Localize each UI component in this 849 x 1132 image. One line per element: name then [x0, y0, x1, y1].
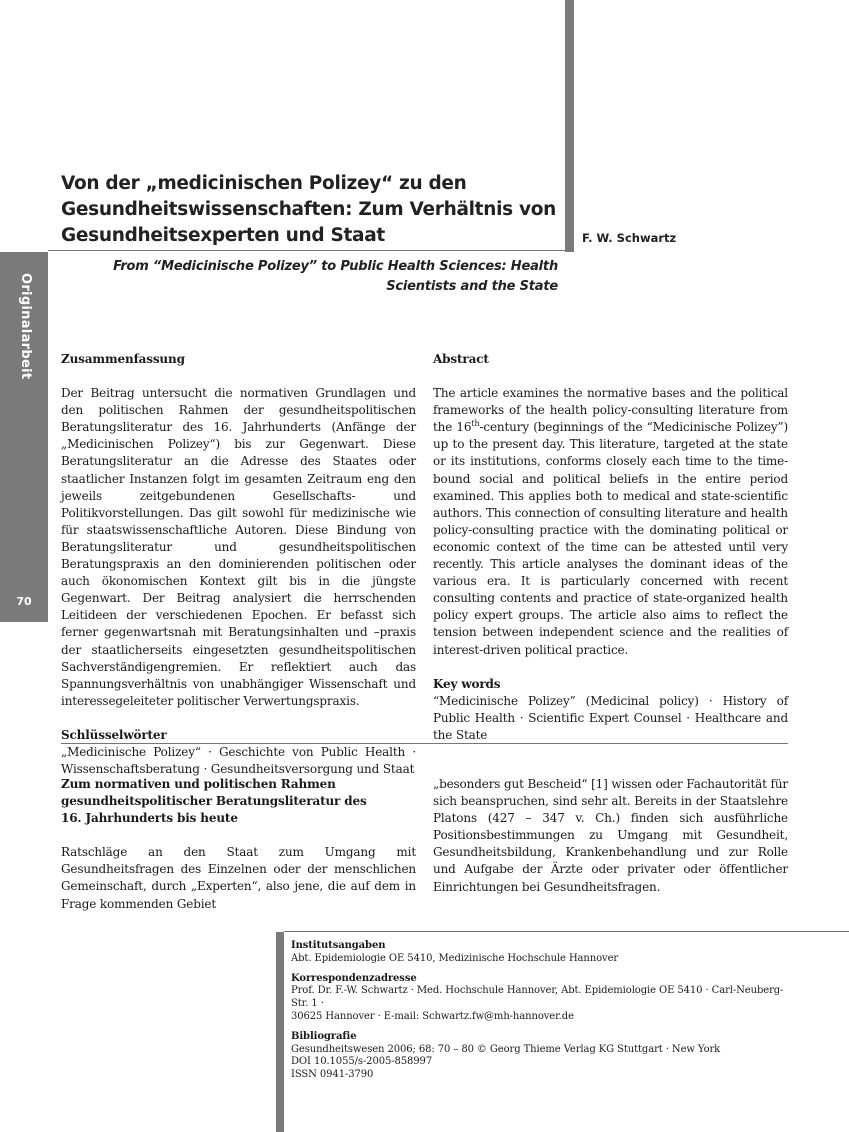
- zusammenfassung-column: [61, 351, 416, 778]
- section-heading-line: Zum normativen und politischen Rahmen: [61, 777, 336, 791]
- info-box-bar: [276, 932, 284, 1132]
- page-number: 70: [16, 595, 32, 608]
- schluesselwoerter-heading: Schlüsselwörter: [61, 727, 167, 742]
- section-divider: [61, 743, 788, 744]
- body-text-left: Ratschläge an den Staat zum Umgang mit Gesundheitsfragen des Einzelnen oder der menschlichen Gemeinschaft, durch „Experten“, also jene, die auf dem in Frage kommenden Gebiet: [61, 845, 416, 911]
- author: F. W. Schwartz: [582, 231, 677, 245]
- schluesselwoerter-text: „Medicinische Polizey“ · Geschichte von Public Health · Wissenschaftsberatung · Gesundheitsversorgung und Staat: [61, 744, 416, 777]
- body-text-right: „besonders gut Bescheid“ [1] wissen oder Fachautorität für sich beanspruchen, sind sehr alt. Bereits in der Staatslehre Platons (427 – 347 v. Ch.) finden sich ausführliche Positionsbestimmungen zu Umgang mit Gesundheit, Gesundheitsbildung, Krankenbehandlung und zur Rolle und Aufgabe der Ärzte oder privater oder öffentlicher Einrichtungen bei Gesundheitsfragen.: [433, 777, 788, 894]
- english-title: From “Medicinische Polizey” to Public Health Sciences: Health Scientists and the State: [113, 259, 558, 294]
- section-heading: [61, 776, 416, 827]
- abstract-heading: Abstract: [433, 352, 489, 366]
- zusammenfassung-text: Der Beitrag untersucht die normativen Grundlagen und den politischen Rahmen der gesundheitspolitischen Beratungsliteratur des 16. Jahrhunderts (Anfänge der „Medicinischen Polizey“) bis zur Gegenwart. Diese Beratungsliteratur an die Adresse des Staates oder staatlicher Instanzen folgt im gesamten Zeitraum eng den jeweils zeitgebundenen Gesellschafts- und Politikvorstellungen. Das gilt sowohl für medizinische wie für staatswissenschaftliche Autoren. Diese Bindung von Beratungsliteratur und gesundheitspolitischen Beratungspraxis an den dominierenden politischen oder auch ökonomischen Kontext gilt bis in die jüngste Gegenwart. Der Beitrag analysiert die herrschenden Leitideen der verschiedenen Epochen. Er befasst sich ferner gegenwartsnah mit Beratungsinhalten und –praxis der staatlicherseits eingesetzten gesundheitspolitischen Sachverständigengremien. Er reflektiert auch das Spannungsverhältnis von unabhängiger Wissenschaft und interessegeleiteter politischer Verwertungspraxis.: [61, 386, 416, 708]
- institut-heading: Institutsangaben: [291, 940, 386, 951]
- keywords-heading: Key words: [433, 676, 501, 691]
- korrespondenz-heading: Korrespondenzadresse: [291, 972, 417, 984]
- title-underline: [48, 250, 574, 251]
- abstract-superscript: th: [471, 419, 480, 429]
- abstract-column: [433, 351, 788, 744]
- info-box-rule: [284, 931, 849, 932]
- article-type-label: Originalarbeit: [18, 273, 33, 380]
- bibliografie-heading: Bibliografie: [291, 1030, 357, 1042]
- body-right-column: [433, 776, 788, 896]
- section-heading-line: 16. Jahrhunderts bis heute: [61, 811, 238, 826]
- body-left-column: [61, 776, 416, 913]
- article-info-box: [291, 940, 791, 1089]
- section-heading-line: gesundheitspolitischer Beratungsliteratur des: [61, 794, 367, 809]
- keywords-text: “Medicinische Polizey” (Medicinal policy) · History of Public Health · Scientific Expert Counsel · Healthcare and the State: [433, 693, 788, 742]
- issn: ISSN 0941-3790: [291, 1069, 374, 1081]
- article-title: Von der „medicinischen Polizey“ zu den Gesundheitswissenschaften: Zum Verhältnis von Gesundheitsexperten und Staat: [61, 173, 557, 246]
- abstract-text-part1: The article examines the normative bases and the political frameworks of the health policy-consulting literature from the 16: [433, 386, 788, 435]
- korrespondenz-line: Prof. Dr. F.-W. Schwartz · Med. Hochschule Hannover, Abt. Epidemiologie OE 5410 · Carl-Neuberg-Str. 1 ·: [291, 985, 784, 1010]
- doi: DOI 10.1055/s-2005-858997: [291, 1056, 433, 1068]
- abstract-text-part2: -century (beginnings of the “Medicinische Polizey”) up to the present day. This literature, targeted at the state or its institutions, conforms closely each time to the time-bound social and political beliefs in the entire period examined. This applies both to medical and state-scientific authors. This connection of consulting literature and health policy-consulting practice with the dominating political or economic context of the time can be attested until very recently. This article analyses the dominant ideas of the various era. It is particularly concerned with recent consulting contents and practice of state-organized health policy expert groups. The article also aims to reflect the tension between independent science and the realities of interest-driven political practice.: [433, 420, 788, 657]
- abstract-text: [433, 385, 788, 659]
- bibliografie-line: Gesundheitswesen 2006; 68: 70 – 80 © Georg Thieme Verlag KG Stuttgart · New York: [291, 1043, 721, 1055]
- korrespondenz-line: 30625 Hannover · E-mail: Schwartz.fw@mh-hannover.de: [291, 1010, 574, 1022]
- institut-text: Abt. Epidemiologie OE 5410, Medizinische Hochschule Hannover: [291, 952, 619, 964]
- top-vertical-bar: [565, 0, 574, 252]
- zusammenfassung-heading: Zusammenfassung: [61, 352, 185, 366]
